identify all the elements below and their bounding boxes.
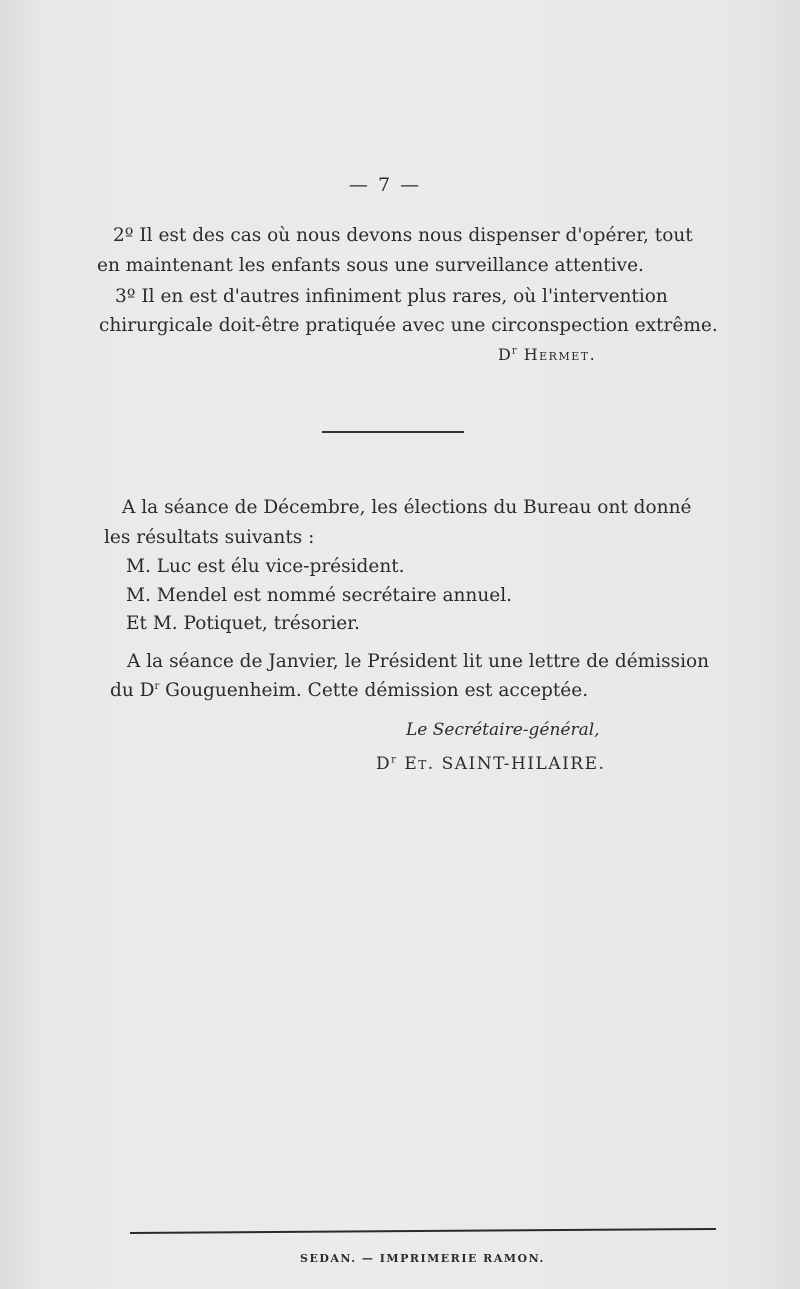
signature2-initial: Et. [404,754,435,774]
section-divider [322,431,464,433]
para-january-sup: r [154,680,160,692]
signature-name: Hermet. [523,345,597,364]
signature2-prefix: D [376,754,392,774]
signature-hermet [498,345,596,364]
para-january-line-2 [110,677,588,705]
result-line: M. Mendel est nommé secrétaire annuel. [126,585,512,606]
para-january-rest: Gouguenheim. Cette démission est acceptée. [159,680,589,701]
printer-imprint: SEDAN. — IMPRIMERIE RAMON. [300,1252,545,1265]
para-january-prefix: du D [110,680,155,701]
para-january-line-1: A la séance de Janvier, le Président lit une lettre de démission [127,651,710,672]
result-line: Et M. Potiquet, trésorier. [126,613,360,634]
page-number: — 7 — [348,174,422,196]
signature-saint-hilaire [376,754,605,774]
signature2-name: SAINT-HILAIRE. [441,754,606,774]
result-line: M. Luc est élu vice-président. [126,556,405,577]
closing-title: Le Secrétaire-général, [406,720,600,740]
para-3-line-1: 3º Il en est d'autres infiniment plus rares, où l'intervention [115,286,668,307]
para-2-line-1: 2º Il est des cas où nous devons nous dispenser d'opérer, tout [113,225,693,246]
para-3-line-2: chirurgicale doit-être pratiquée avec une circonspection extrême. [99,315,718,336]
footer-rule [130,1228,716,1234]
signature-prefix-sup: r [511,345,518,357]
para-december-line-2: les résultats suivants : [104,527,315,548]
signature2-prefix-sup: r [391,754,398,766]
signature-prefix: D [498,345,512,364]
para-2-line-2: en maintenant les enfants sous une surveillance attentive. [97,255,644,276]
para-december-line-1: A la séance de Décembre, les élections du Bureau ont donné [122,497,692,518]
